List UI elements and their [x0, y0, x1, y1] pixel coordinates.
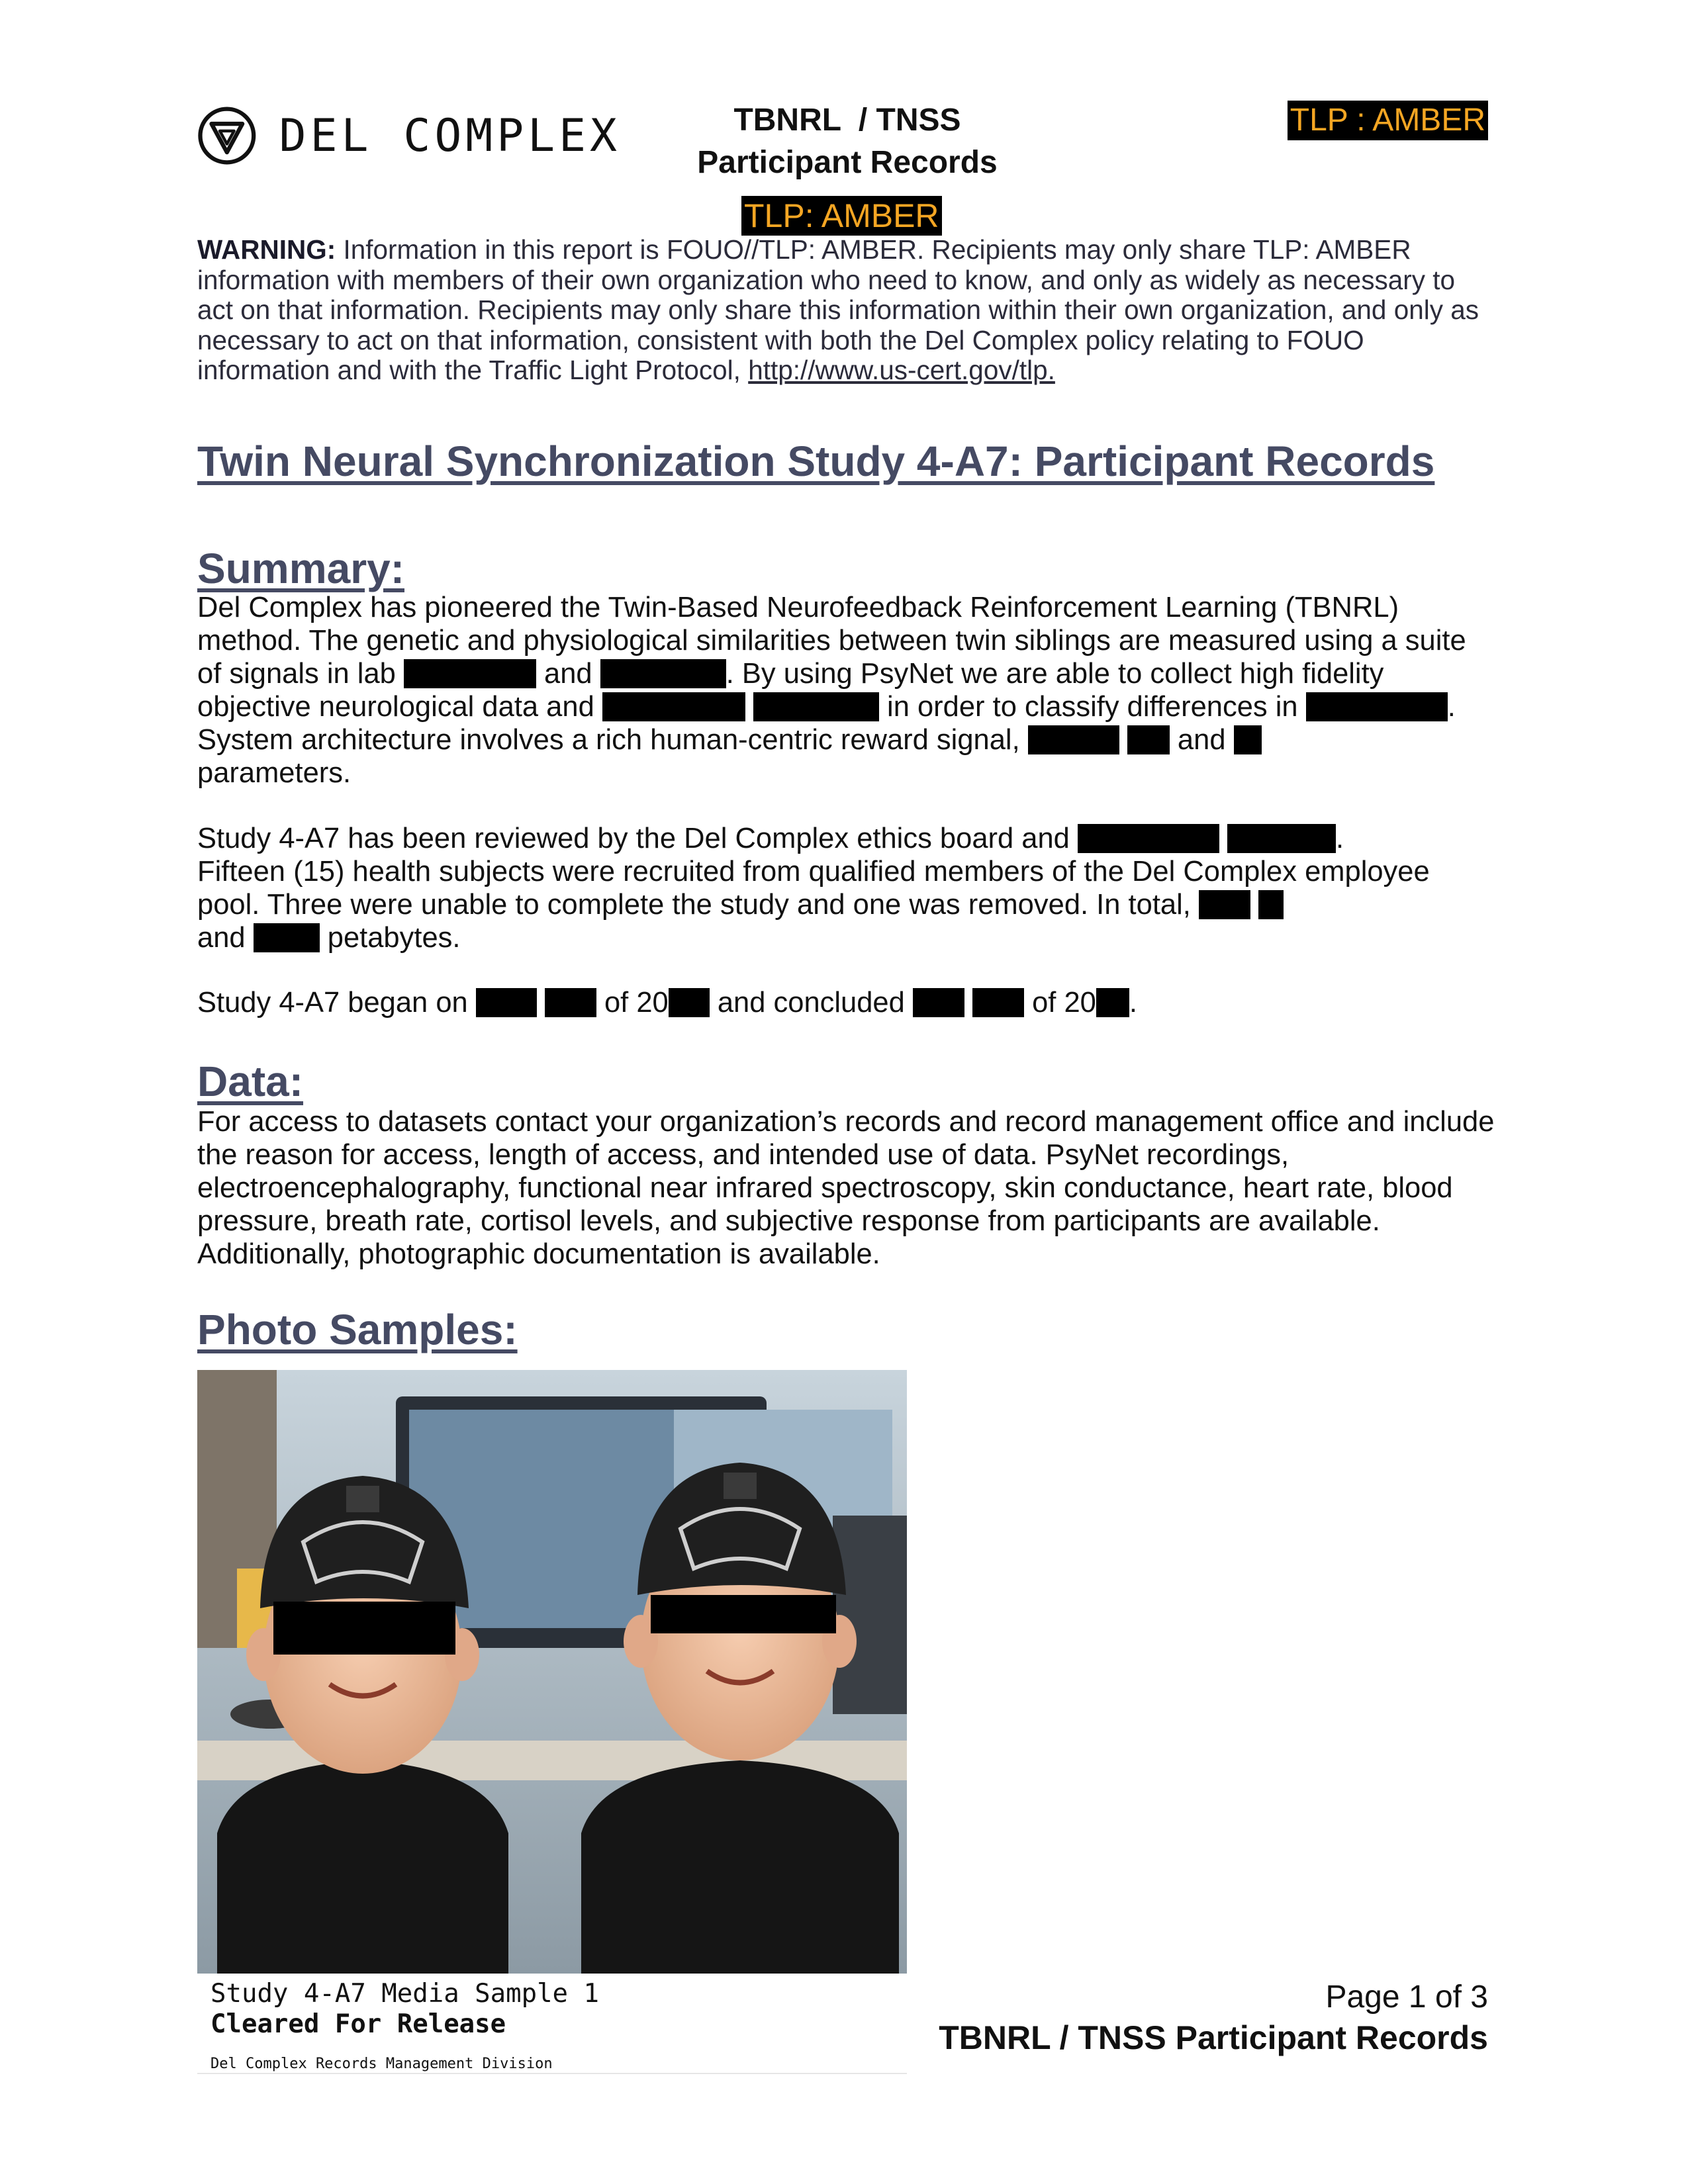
summary-p1-text-d: in order to classify differences in — [878, 691, 1306, 723]
summary-p1-text-g: parameters. — [197, 757, 352, 789]
summary-p2-text-e: petabytes. — [319, 922, 461, 954]
redaction-bar — [600, 659, 726, 688]
redaction-bar — [1127, 725, 1170, 754]
face-redaction-bar — [273, 1602, 455, 1655]
tlp-badge-center: TLP: AMBER — [741, 196, 942, 236]
tlp-link[interactable]: http://www.us-cert.gov/tlp. — [748, 355, 1055, 385]
summary-p3-text-c: and concluded — [709, 987, 913, 1019]
summary-p2-text-d: and — [197, 922, 254, 954]
summary-p2-text-c: Fifteen (15) health subjects were recruited from qualified members of the Del Complex employee pool. Three were unable to complete the study and one was removed. In total, — [197, 856, 1430, 921]
document-title: Twin Neural Synchronization Study 4-A7: Participant Records — [197, 437, 1435, 485]
redaction-bar — [476, 988, 537, 1017]
summary-p3-text-b: of 20 — [596, 987, 669, 1019]
participant-photo — [197, 1370, 907, 1974]
logo-wordmark: DEL COMPLEX — [279, 109, 621, 162]
redaction-bar — [404, 659, 536, 688]
header-title-line2: Participant Records — [697, 145, 998, 180]
redaction-bar — [1199, 890, 1250, 919]
summary-p1-text-f: and — [1169, 724, 1234, 756]
redaction-bar — [1227, 824, 1336, 853]
redaction-bar — [1078, 824, 1219, 853]
face-redaction-bar — [651, 1595, 836, 1633]
warning-text: Information in this report is FOUO//TLP: AMBER. Recipients may only share TLP: AMBER information with members of their own organization who need to know, and only as widely as necessary to act on that information. Recipients may only share this information within their own organization, and only as necessary to act on that information, consistent with both the Del Complex policy relating to FOUO information and with the Traffic Light Protocol, — [197, 234, 1479, 385]
summary-paragraph-3 — [197, 986, 1495, 1019]
summary-p3-text-e: . — [1129, 987, 1137, 1019]
summary-paragraph-2 — [197, 822, 1495, 954]
del-complex-logo-icon — [197, 103, 257, 169]
data-heading: Data: — [197, 1058, 304, 1105]
data-paragraph: For access to datasets contact your organization’s records and record management office and include the reason for access, length of access, and intended use of data. PsyNet recordings, electroencephalography, functional near infrared spectroscopy, skin conductance, heart rate, blood pressure, breath rate, cortisol levels, and subjective response from participants are available. Additionally, photographic documentation is available. — [197, 1106, 1495, 1270]
redaction-bar — [753, 692, 879, 721]
summary-p1-text-a: Del Complex has pioneered the Twin-Based Neurofeedback Reinforcement Learning (TBNRL) method. The genetic and physiological similarities between twin siblings are measured using a suite of signals in lab — [197, 592, 1466, 690]
redaction-bar — [669, 988, 710, 1017]
summary-p1-text-b: and — [536, 658, 600, 690]
redaction-bar — [602, 692, 745, 721]
photo-caption-status: Cleared For Release — [211, 2009, 506, 2039]
summary-p1-text-c: . By using PsyNet we are able to collect high fidelity objective neurological data and — [197, 658, 1384, 723]
photo-caption-title: Study 4-A7 Media Sample 1 — [211, 1979, 599, 2009]
tlp-badge-top: TLP : AMBER — [1288, 101, 1488, 140]
redaction-bar — [1234, 725, 1262, 754]
redaction-bar — [545, 988, 596, 1017]
redaction-bar — [1306, 692, 1448, 721]
summary-p3-text-d: of 20 — [1024, 987, 1096, 1019]
summary-p2-text-b: . — [1336, 823, 1344, 854]
redaction-bar — [913, 988, 964, 1017]
page-number: Page 1 of 3 — [1325, 1979, 1488, 2015]
del-complex-logo — [197, 99, 621, 172]
summary-p3-text-a: Study 4-A7 began on — [197, 987, 476, 1019]
warning-label: WARNING: — [197, 234, 336, 265]
summary-heading: Summary: — [197, 545, 404, 592]
redaction-bar — [1028, 725, 1119, 754]
photo-illustration — [197, 1370, 907, 1974]
redaction-bar — [972, 988, 1024, 1017]
summary-p1-text-e: . System architecture involves a rich human-centric reward signal, — [197, 691, 1456, 756]
redaction-bar — [1258, 890, 1284, 919]
photo-caption-division: Del Complex Records Management Division — [211, 2056, 553, 2072]
summary-paragraph-1 — [197, 591, 1495, 790]
header-title-line1: TBNRL / TNSS — [733, 103, 961, 138]
redaction-bar — [254, 923, 320, 952]
redaction-bar — [1096, 988, 1129, 1017]
summary-p2-text-a: Study 4-A7 has been reviewed by the Del Complex ethics board and — [197, 823, 1078, 854]
document-header-title — [662, 99, 1033, 184]
photo-samples-heading: Photo Samples: — [197, 1306, 518, 1353]
warning-notice — [197, 235, 1495, 386]
footer-title: TBNRL / TNSS Participant Records — [939, 2019, 1488, 2056]
